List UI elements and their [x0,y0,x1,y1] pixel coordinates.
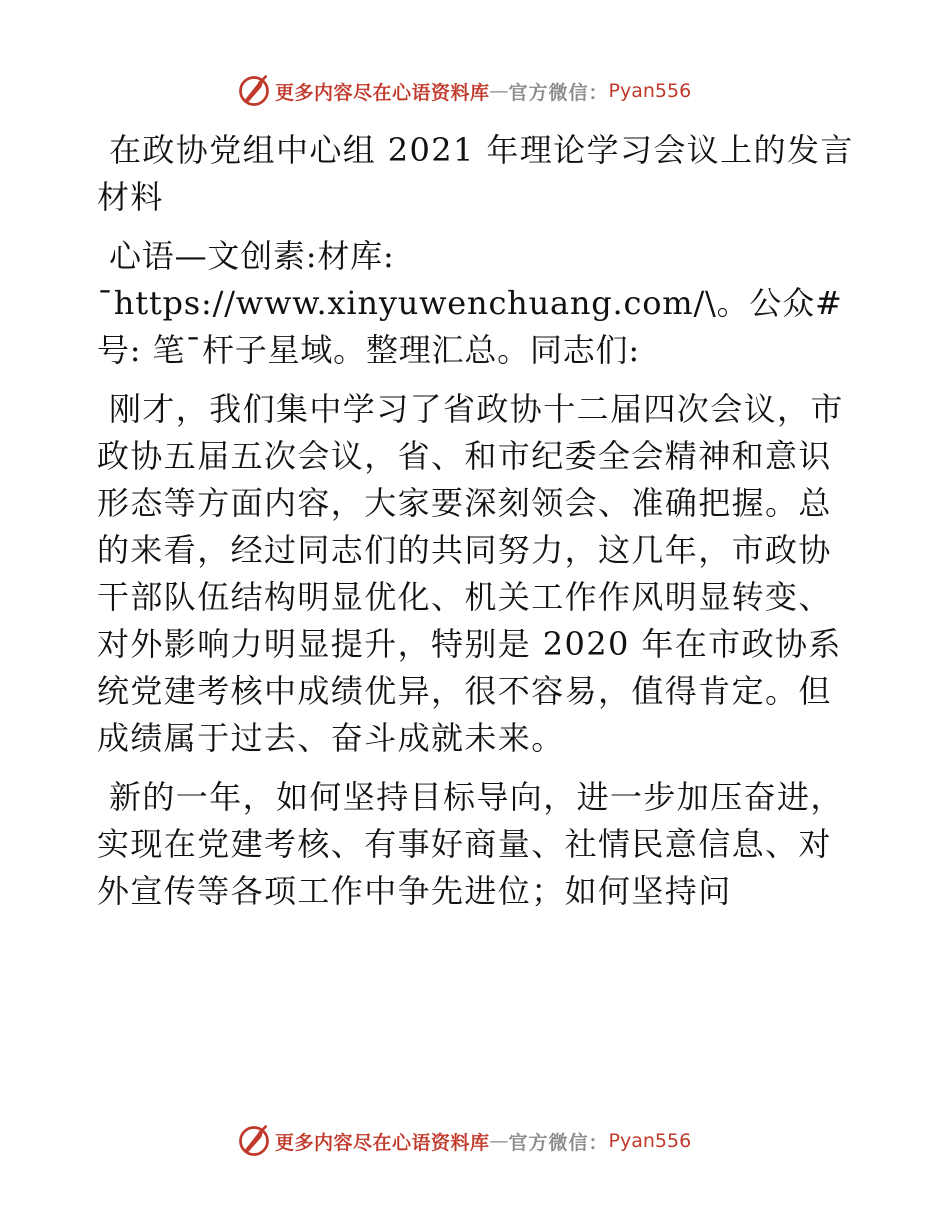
document-title: 在政协党组中心组 2021 年理论学习会议上的发言材料 [97,131,854,216]
watermark-wechat-id: Pyan556 [608,80,692,102]
document-body [97,127,857,927]
paragraph-1: 刚才，我们集中学习了省政协十二届四次会议，市政协五届五次会议，省、和市纪委全会精神和意识形态等方面内容，大家要深刻领会、准确把握。总的来看，经过同志们的共同努力，这几年，市政协干部队伍结构明显优化、机关工作作风明显转变、对外影响力明显提升，特别是 2020 年在市政协系统党建考核中成绩优异，很不容易，值得肯定。但成绩属于过去、奋斗成就未来。 [97,390,844,757]
pen-nib-circle-icon [236,73,272,109]
watermark-official-text: 官方微信： [508,81,609,104]
pen-nib-circle-icon [236,1123,272,1159]
watermark-site-text: 更多内容尽在心语资料库 [275,81,490,104]
paragraph-2: 新的一年，如何坚持目标导向，进一步加压奋进，实现在党建考核、有事好商量、社情民意信息、对外宣传等各项工作中争先进位；如何坚持问 [97,778,844,910]
watermark-dash: — [489,1130,509,1152]
watermark-wechat-id: Pyan556 [608,1130,692,1152]
watermark-site-text: 更多内容尽在心语资料库 [275,1131,490,1154]
source-line: 心语—文创素:材库: ¯https://www.xinyuwenchuang.com/\。公众#号: 笔¯杆子星域。整理汇总。同志们: [97,237,843,369]
header-watermark [236,71,691,111]
footer-watermark [236,1121,691,1161]
watermark-dash: — [489,80,509,102]
watermark-official-text: 官方微信： [508,1131,609,1154]
